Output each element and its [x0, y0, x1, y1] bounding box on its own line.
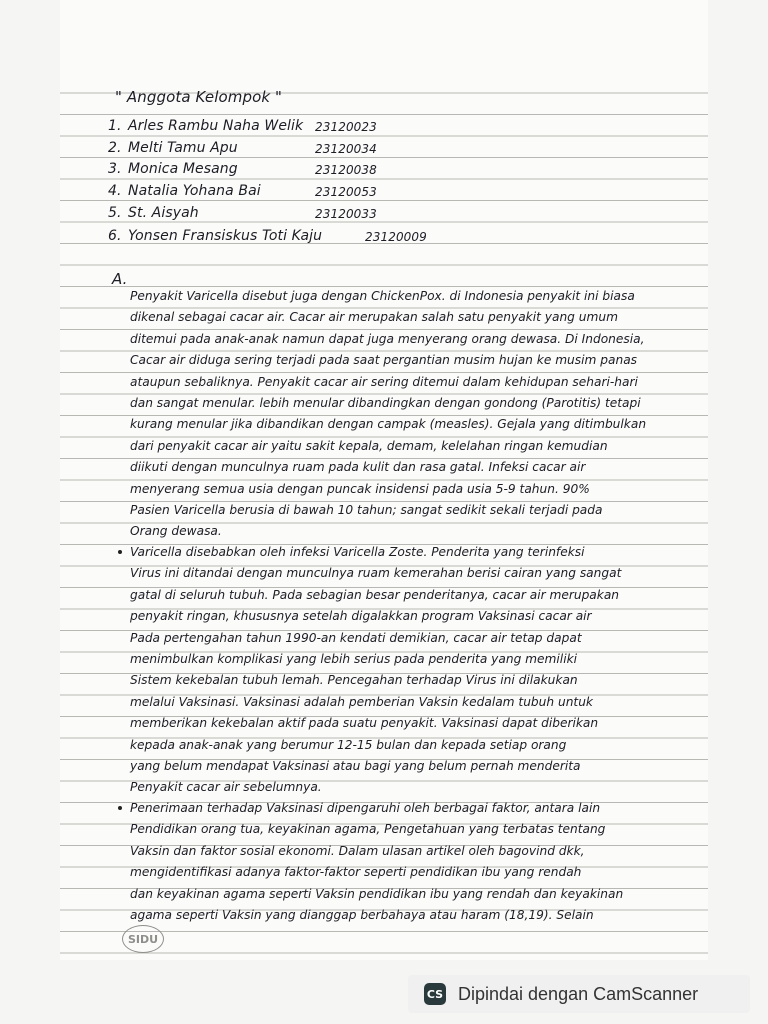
text-line: ataupun sebaliknya. Penyakit cacar air sering ditemui dalam kehidupan sehari-hari: [130, 374, 638, 389]
text-line: Cacar air diduga sering terjadi pada saat pergantian musim hujan ke musim panas: [130, 353, 638, 368]
text-line: Pendidikan orang tua, keyakinan agama, Pengetahuan yang terbatas tentang: [130, 822, 606, 837]
member-name: St. Aisyah: [128, 205, 199, 221]
page-title: " Anggota Kelompok ": [115, 88, 283, 106]
member-student-id: 23120023: [315, 120, 377, 134]
text-line: melalui Vaksinasi. Vaksinasi adalah pemberian Vaksin kedalam tubuh untuk: [130, 694, 593, 709]
member-number: 4.: [108, 183, 122, 199]
camscanner-label: Dipindai dengan CamScanner: [458, 983, 699, 1004]
member-row: [100, 228, 620, 248]
text-line: memberikan kekebalan aktif pada suatu penyakit. Vaksinasi dapat diberikan: [130, 716, 599, 731]
camscanner-logo-icon: CS: [424, 983, 446, 1005]
text-line: kepada anak-anak yang berumur 12-15 bulan dan kepada setiap orang: [130, 737, 567, 752]
member-name: Yonsen Fransiskus Toti Kaju: [128, 228, 323, 244]
text-line: Penyakit cacar air sebelumnya.: [130, 780, 322, 795]
member-name: Melti Tamu Apu: [128, 140, 238, 156]
text-line: Penerimaan terhadap Vaksinasi dipengaruhi oleh berbagai faktor, antara lain: [130, 801, 601, 815]
member-name: Arles Rambu Naha Welik: [128, 118, 304, 134]
text-line: gatal di seluruh tubuh. Pada sebagian besar penderitanya, cacar air merupakan: [130, 587, 620, 602]
camscanner-watermark: [408, 975, 750, 1013]
text-line: kurang menular jika dibandikan dengan campak (measles). Gejala yang ditimbulkan: [130, 417, 647, 432]
text-line: Vaksin dan faktor sosial ekonomi. Dalam ulasan artikel oleh bagovind dkk,: [130, 843, 585, 858]
member-name: Monica Mesang: [128, 161, 238, 177]
text-line: Virus ini ditandai dengan munculnya ruam kemerahan berisi cairan yang sangat: [130, 566, 622, 581]
member-number: 2.: [108, 140, 122, 156]
text-line: dikenal sebagai cacar air. Cacar air merupakan salah satu penyakit yang umum: [130, 310, 618, 325]
section-label: A.: [112, 270, 128, 288]
text-line: dan sangat menular. lebih menular dibandingkan dengan gondong (Parotitis) tetapi: [130, 395, 641, 410]
text-line: yang belum mendapat Vaksinasi atau bagi yang belum pernah menderita: [130, 758, 581, 773]
text-line: Pada pertengahan tahun 1990-an kendati demikian, cacar air tetap dapat: [130, 630, 582, 645]
text-line: Pasien Varicella berusia di bawah 10 tahun; sangat sedikit sekali terjadi pada: [130, 502, 603, 517]
text-line: menimbulkan komplikasi yang lebih serius pada penderita yang memiliki: [130, 651, 578, 666]
text-line: menyerang semua usia dengan puncak insidensi pada usia 5-9 tahun. 90%: [130, 481, 590, 496]
paragraph: [130, 286, 646, 543]
member-row: [100, 140, 620, 160]
member-student-id: 23120033: [315, 207, 377, 221]
member-name: Natalia Yohana Bai: [128, 183, 261, 199]
member-row: [100, 205, 620, 225]
member-student-id: 23120009: [365, 230, 427, 244]
member-student-id: 23120038: [315, 163, 377, 177]
paragraph: [130, 542, 621, 799]
member-row: [100, 118, 620, 138]
text-line: ditemui pada anak-anak namun dapat juga menyerang orang dewasa. Di Indonesia,: [130, 331, 645, 346]
member-number: 3.: [108, 161, 122, 177]
text-line: agama seperti Vaksin yang dianggap berbahaya atau haram (18,19). Selain: [130, 907, 594, 922]
member-student-id: 23120053: [315, 185, 377, 199]
text-line: diikuti dengan munculnya ruam pada kulit dan rasa gatal. Infeksi cacar air: [130, 460, 586, 475]
text-line: mengidentifikasi adanya faktor-faktor seperti pendidikan ibu yang rendah: [130, 865, 582, 880]
sidu-stamp: SIDU: [122, 925, 164, 953]
paragraph-bullet: [118, 806, 122, 810]
text-line: Varicella disebabkan oleh infeksi Varicella Zoste. Penderita yang terinfeksi: [130, 545, 585, 559]
member-row: [100, 183, 620, 203]
text-line: Penyakit Varicella disebut juga dengan ChickenPox. di Indonesia penyakit ini biasa: [130, 289, 635, 303]
text-line: Sistem kekebalan tubuh lemah. Pencegahan terhadap Virus ini dilakukan: [130, 673, 578, 688]
paragraph-bullet: [118, 550, 122, 554]
text-line: dari penyakit cacar air yaitu sakit kepala, demam, kelelahan ringan kemudian: [130, 438, 608, 453]
page-top-margin: [60, 0, 708, 72]
member-student-id: 23120034: [315, 142, 377, 156]
paragraph: [130, 798, 623, 926]
text-line: dan keyakinan agama seperti Vaksin pendidikan ibu yang rendah dan keyakinan: [130, 886, 624, 901]
member-number: 6.: [108, 228, 122, 244]
text-line: Orang dewasa.: [130, 524, 222, 539]
member-number: 5.: [108, 205, 122, 221]
member-number: 1.: [108, 118, 122, 134]
notebook-page: [60, 0, 708, 960]
text-line: penyakit ringan, khususnya setelah digalakkan program Vaksinasi cacar air: [130, 609, 592, 624]
member-row: [100, 161, 620, 181]
